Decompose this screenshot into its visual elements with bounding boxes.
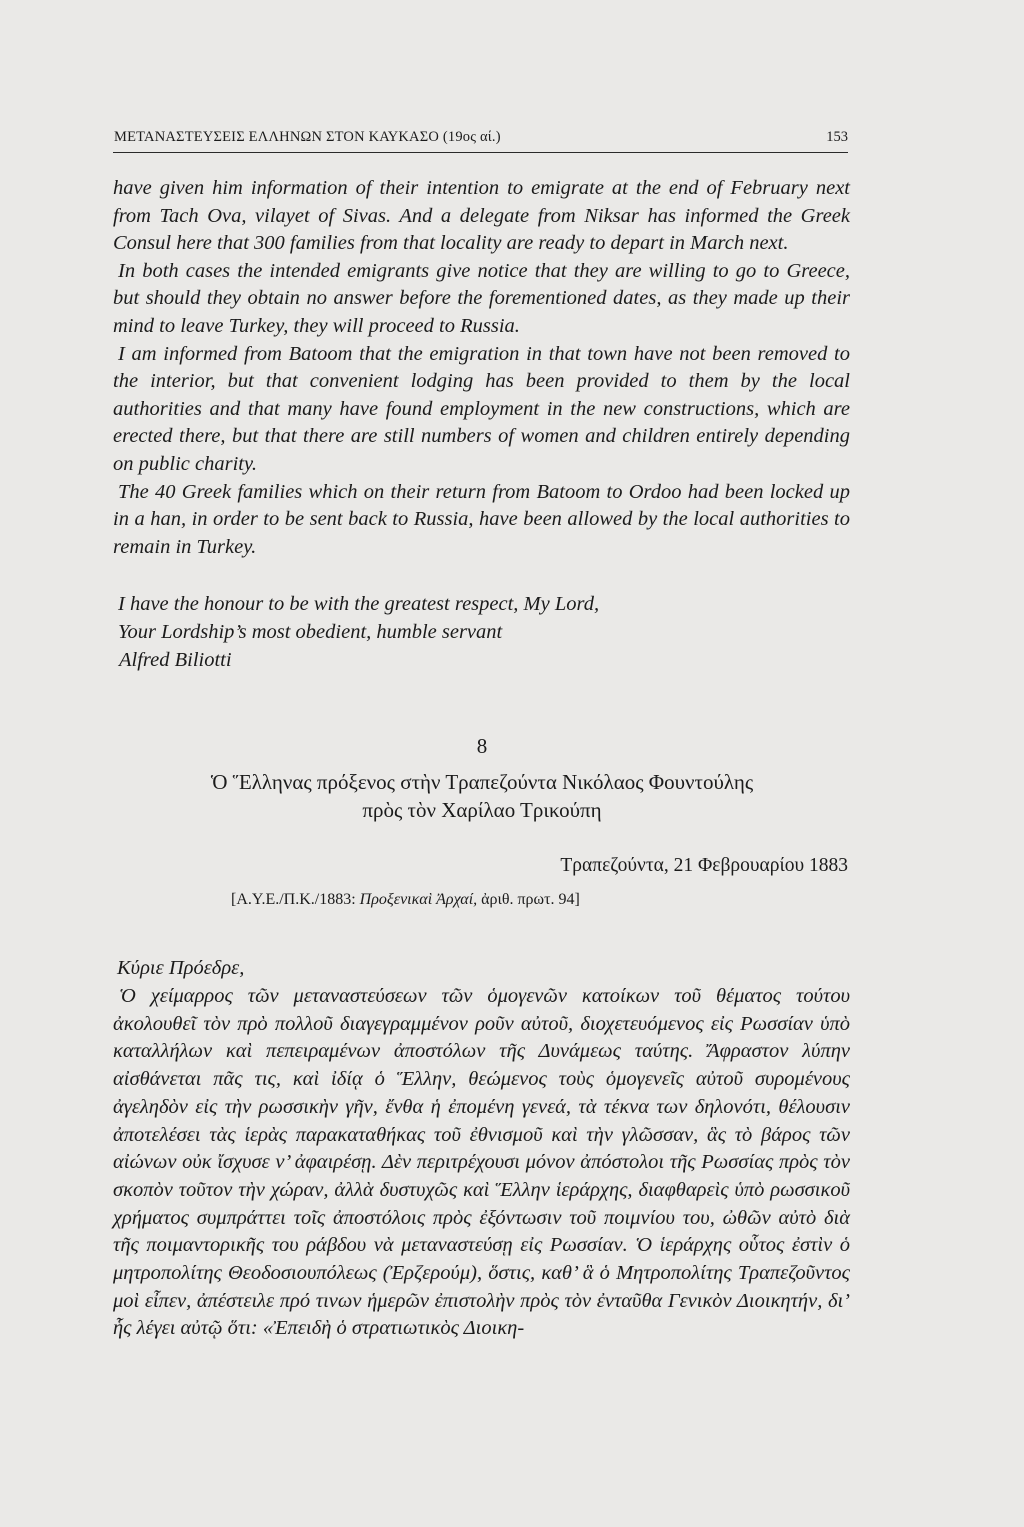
letter-paragraph: In both cases the intended emigrants give notice that they are willing to go to Greece, but should they obtain no answer before the forementioned dates, as they made up their mind to leave Turkey, they will proceed to Russia. [113,259,850,337]
letter-paragraph: have given him information of their intention to emigrate at the end of February next from Tach Ova, vilayet of Sivas. And a delegate from Niksar has informed the Greek Consul here that 300 families from that locality are ready to depart in March next. [113,177,850,255]
greek-letter-body: Ὁ χείμαρρος τῶν μεταναστεύσεων τῶν ὁμογενῶν κατοίκων τοῦ θέματος τούτου ἀκολουθεῖ τὸν πρὸ πολλοῦ διαγεγραμμένον ροῦν αὐτοῦ, διοχετευόμενος εἰς Ρωσσίαν ὑπὸ καταλλήλων καὶ πεπειραμένων ἀποστόλων τῆς Δυνάμεως ταύτης. Ἄφραστον λύπην αἰσθάνεται πᾶς τις, καὶ ἰδίᾳ ὁ Ἕλλην, θεώμενος τοὺς ὁμογενεῖς αὐτοῦ συρομένους ἀγεληδὸν εἰς τὴν ρωσσικὴν γῆν, ἔνθα ἡ ἐπομένη γενεά, τὰ τέκνα των δηλονότι, θέλουσιν ἀποτελέσει τὰς ἱερὰς παρακαταθήκας τοῦ ἐθνισμοῦ καὶ τὴν γλῶσσαν, ἃς τὸ βάρος τῶν αἰώνων οὐκ ἴσχυσε ν’ ἀφαιρέσῃ. Δὲν περιτρέχουσι μόνον ἀπόστολοι τῆς Ρωσσίας πρὸς τὸν σκοπὸν τοῦτον τὴν χώραν, ἀλλὰ δυστυχῶς καὶ Ἕλλην ἱεράρχης, διαφθαρεὶς ὑπὸ ρωσσικοῦ χρήματος συμπράττει τοῖς ἀποστόλοις πρὸς ἐξόντωσιν τοῦ ποιμνίου του, ὠθῶν αὐτὸ διὰ τῆς ποιμαντορικῆς του ράβδου νὰ μεταναστεύσῃ εἰς Ρωσσίαν. Ὁ ἱεράρχης οὗτος ἐστὶν ὁ μητροπολίτης Θεοδοσιουπόλεως (Ἐρζερούμ), ὅστις, καθ’ ἃ ὁ Μητροπολίτης Τραπεζοῦντος μοὶ εἶπεν, ἀπέστειλε πρό τινων ἡμερῶν ἐπιστολὴν πρὸς τὸν ἐνταῦθα Γενικὸν Διοικητήν, δι’ ἧς λέγει αὐτῷ ὅτι: «Ἐπειδὴ ὁ στρατιωτικὸς Διοικη- [113,985,850,1340]
page-number: 153 [826,129,848,145]
salutation: Κύριε Πρόεδρε, [117,957,245,979]
archive-source-reference [231,891,580,909]
letter-closing-line: Your Lordship’s most obedient, humble servant [118,621,503,643]
source-archive: Προξενικαὶ Ἀρχαί, [359,891,478,908]
document-title-line: πρὸς τὸν Χαρίλαο Τρικούπη [362,798,602,822]
letter-paragraph: The 40 Greek families which on their return from Batoom to Ordoo had been locked up in a han, in order to be sent back to Russia, have been allowed by the local authorities to remain in Turkey. [113,480,850,558]
document-dateline: Τραπεζούντα, 21 Φεβρουαρίου 1883 [560,855,848,876]
document-title-line: Ὁ Ἕλληνας πρόξενος στὴν Τραπεζούντα Νικόλαος Φουντούλης [210,770,754,794]
running-header [113,128,848,153]
document-number: 8 [476,734,488,758]
letter-closing-line: I have the honour to be with the greatest respect, My Lord, [118,593,600,615]
letter-signature: Alfred Biliotti [119,649,232,671]
running-title: ΜΕΤΑΝΑΣΤΕΥΣΕΙΣ ΕΛΛΗΝΩΝ ΣΤΟΝ ΚΑΥΚΑΣΟ (19ος αί.) [114,129,501,145]
letter-paragraph: I am informed from Batoom that the emigration in that town have not been removed to the interior, but that convenient lodging has been provided to them by the local authorities and that many have found employment in the new constructions, which are erected there, but that there are still numbers of women and children entirely depending on public charity. [113,342,850,475]
source-prefix: [Α.Υ.Ε./Π.Κ./1883: [231,891,360,908]
letter-text [113,175,850,561]
source-suffix: ἀριθ. πρωτ. 94] [477,891,580,908]
document-title [0,768,964,824]
